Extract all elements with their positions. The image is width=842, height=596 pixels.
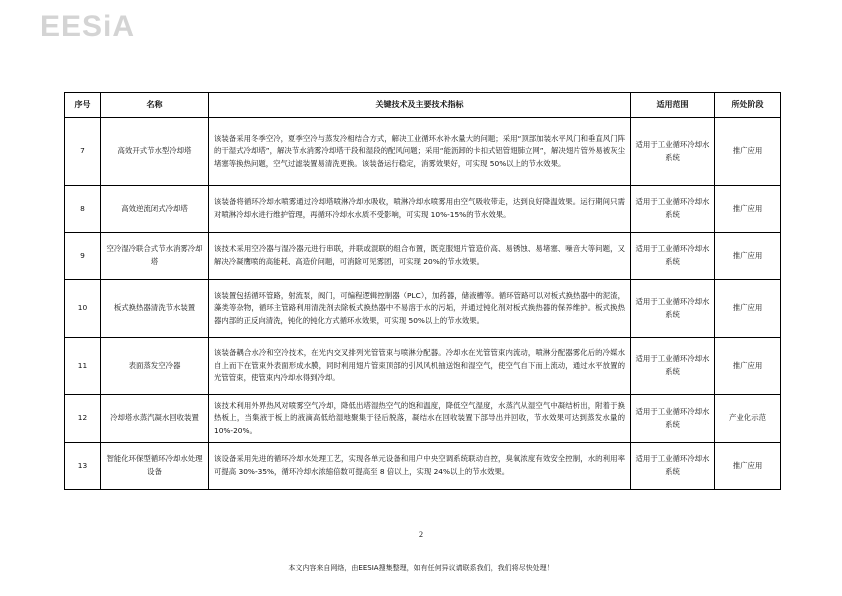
row-no: 9 <box>65 233 101 280</box>
row-no: 8 <box>65 186 101 233</box>
row-stage: 推广应用 <box>715 443 781 490</box>
col-header-stage: 所处阶段 <box>715 93 781 118</box>
logo-text: EESiA <box>40 10 136 43</box>
row-desc: 该装置包括循环管路，射流泵，阀门，可编程逻辑控制器（PLC），加药器，储液槽等。循环管路可以对板式换热器中的泥渣，藻类等杂物，循环主管路利用清洗剂去除板式换热器中不易溶于水的污垢，并通过钝化剂对板式换热器的保养维护。板式换热器内部的正反向清洗，钝化的钝化方式循环水效果，可实现 50%以上的节水效果。 <box>209 280 631 338</box>
row-no: 10 <box>65 280 101 338</box>
row-desc: 该装备采用冬季空冷，夏季空冷与蒸发冷相结合方式，解决工业循环水补水量大的问题；采用“顶部加装水平风门和垂直风门阵的干湿式冷却塔”，解决节水消雾冷却塔干段和湿段的配风问题；采用“能沥卸的卡扣式铝管翅肺立网”，解决翅片管外易被灰尘堵塞等换热问题，空气过滤装置易清洗更换。该装备运行稳定，消雾效果好，可实现 50%以上的节水效果。 <box>209 118 631 186</box>
row-stage: 推广应用 <box>715 338 781 395</box>
row-name: 智能化环保型循环冷却水处理设备 <box>101 443 209 490</box>
table-row <box>65 186 781 233</box>
footer-disclaimer: 本文内容来自网络，由EESIA搜集整理，如有任何异议请联系我们，我们将尽快处理！ <box>288 564 554 572</box>
col-header-name: 名称 <box>101 93 209 118</box>
row-scope: 适用于工业循环冷却水系统 <box>631 280 715 338</box>
table-header-row <box>65 93 781 118</box>
table-row <box>65 338 781 395</box>
page-number: 2 <box>419 530 423 539</box>
row-desc: 该技术采用空冷器与湿冷器元进行串联，并联或混联的组合布置，既克服翅片管造价高、易锈蚀、易堵塞、噪音大等问题，又解决冷凝鹰喷的高能耗、高造价问题，可消除可见雾团，可实现 20%的节水效果。 <box>209 233 631 280</box>
row-scope: 适用于工业循环冷却水系统 <box>631 338 715 395</box>
row-stage: 推广应用 <box>715 118 781 186</box>
table-row <box>65 233 781 280</box>
col-header-scope: 适用范围 <box>631 93 715 118</box>
row-name: 高效逆流闭式冷却塔 <box>101 186 209 233</box>
row-scope: 适用于工业循环冷却水系统 <box>631 233 715 280</box>
row-scope: 适用于工业循环冷却水系统 <box>631 186 715 233</box>
row-desc: 该技术利用外界热风对喷雾空气冷却，降低出塔湿热空气的饱和温度，降低空气湿度，水蒸汽从湿空气中凝结析出，附着于换热板上，当集液于板上的液滴高低给湿地聚集于径后脱落，凝结水在回收装置下部导出并回收，节水效果可达到蒸发水量的 10%-20%。 <box>209 395 631 443</box>
row-name: 空冷湿冷联合式节水消雾冷却塔 <box>101 233 209 280</box>
row-name: 冷却塔水蒸汽凝水回收装置 <box>101 395 209 443</box>
row-no: 12 <box>65 395 101 443</box>
row-name: 板式换热器清洗节水装置 <box>101 280 209 338</box>
row-stage: 推广应用 <box>715 280 781 338</box>
row-name: 高效开式节水型冷却塔 <box>101 118 209 186</box>
row-scope: 适用于工业循环冷却水系统 <box>631 443 715 490</box>
col-header-indicators: 关键技术及主要技术指标 <box>209 93 631 118</box>
technology-table <box>64 92 781 490</box>
table-row <box>65 395 781 443</box>
row-no: 13 <box>65 443 101 490</box>
row-desc: 该设备采用先进的循环冷却水处理工艺，实现各单元设备和用户中央空调系统联动自控，臭氧浓度有效安全控制，水的利用率可提高 30%-35%，循环冷却水浓缩倍数可提高至 8 倍以上，实现 24%以上的节水效果。 <box>209 443 631 490</box>
row-stage: 推广应用 <box>715 233 781 280</box>
row-no: 11 <box>65 338 101 395</box>
row-desc: 该装备将循环冷却水喷雾通过冷却塔喷淋冷却水吸收，喷淋冷却水喷雾用由空气吸收带走，达到良好降温效果。运行期间只需对喷淋冷却水进行维护管理，再循环冷却水水质不受影响，可实现 10%-15%的节水效果。 <box>209 186 631 233</box>
row-stage: 推广应用 <box>715 186 781 233</box>
row-no: 7 <box>65 118 101 186</box>
table-row <box>65 443 781 490</box>
row-scope: 适用于工业循环冷却水系统 <box>631 118 715 186</box>
col-header-no: 序号 <box>65 93 101 118</box>
row-stage: 产业化示范 <box>715 395 781 443</box>
row-desc: 该装备耦合水冷和空冷技术，在光内交叉排列光管管束与喷淋分配器。冷却水在光管管束内流动，喷淋分配器雾化后的冷媒水自上而下在管束外表面形成水膜，同时利用翅片管束顶部的引风风机抽送饱和湿空气，使空气自下而上流动，通过水平放置的光管管束，使管束内冷却水得到冷却。 <box>209 338 631 395</box>
table-row <box>65 280 781 338</box>
table-row <box>65 118 781 186</box>
row-name: 表面蒸发空冷器 <box>101 338 209 395</box>
eesia-logo <box>40 10 135 44</box>
row-scope: 适用于工业循环冷却水系统 <box>631 395 715 443</box>
